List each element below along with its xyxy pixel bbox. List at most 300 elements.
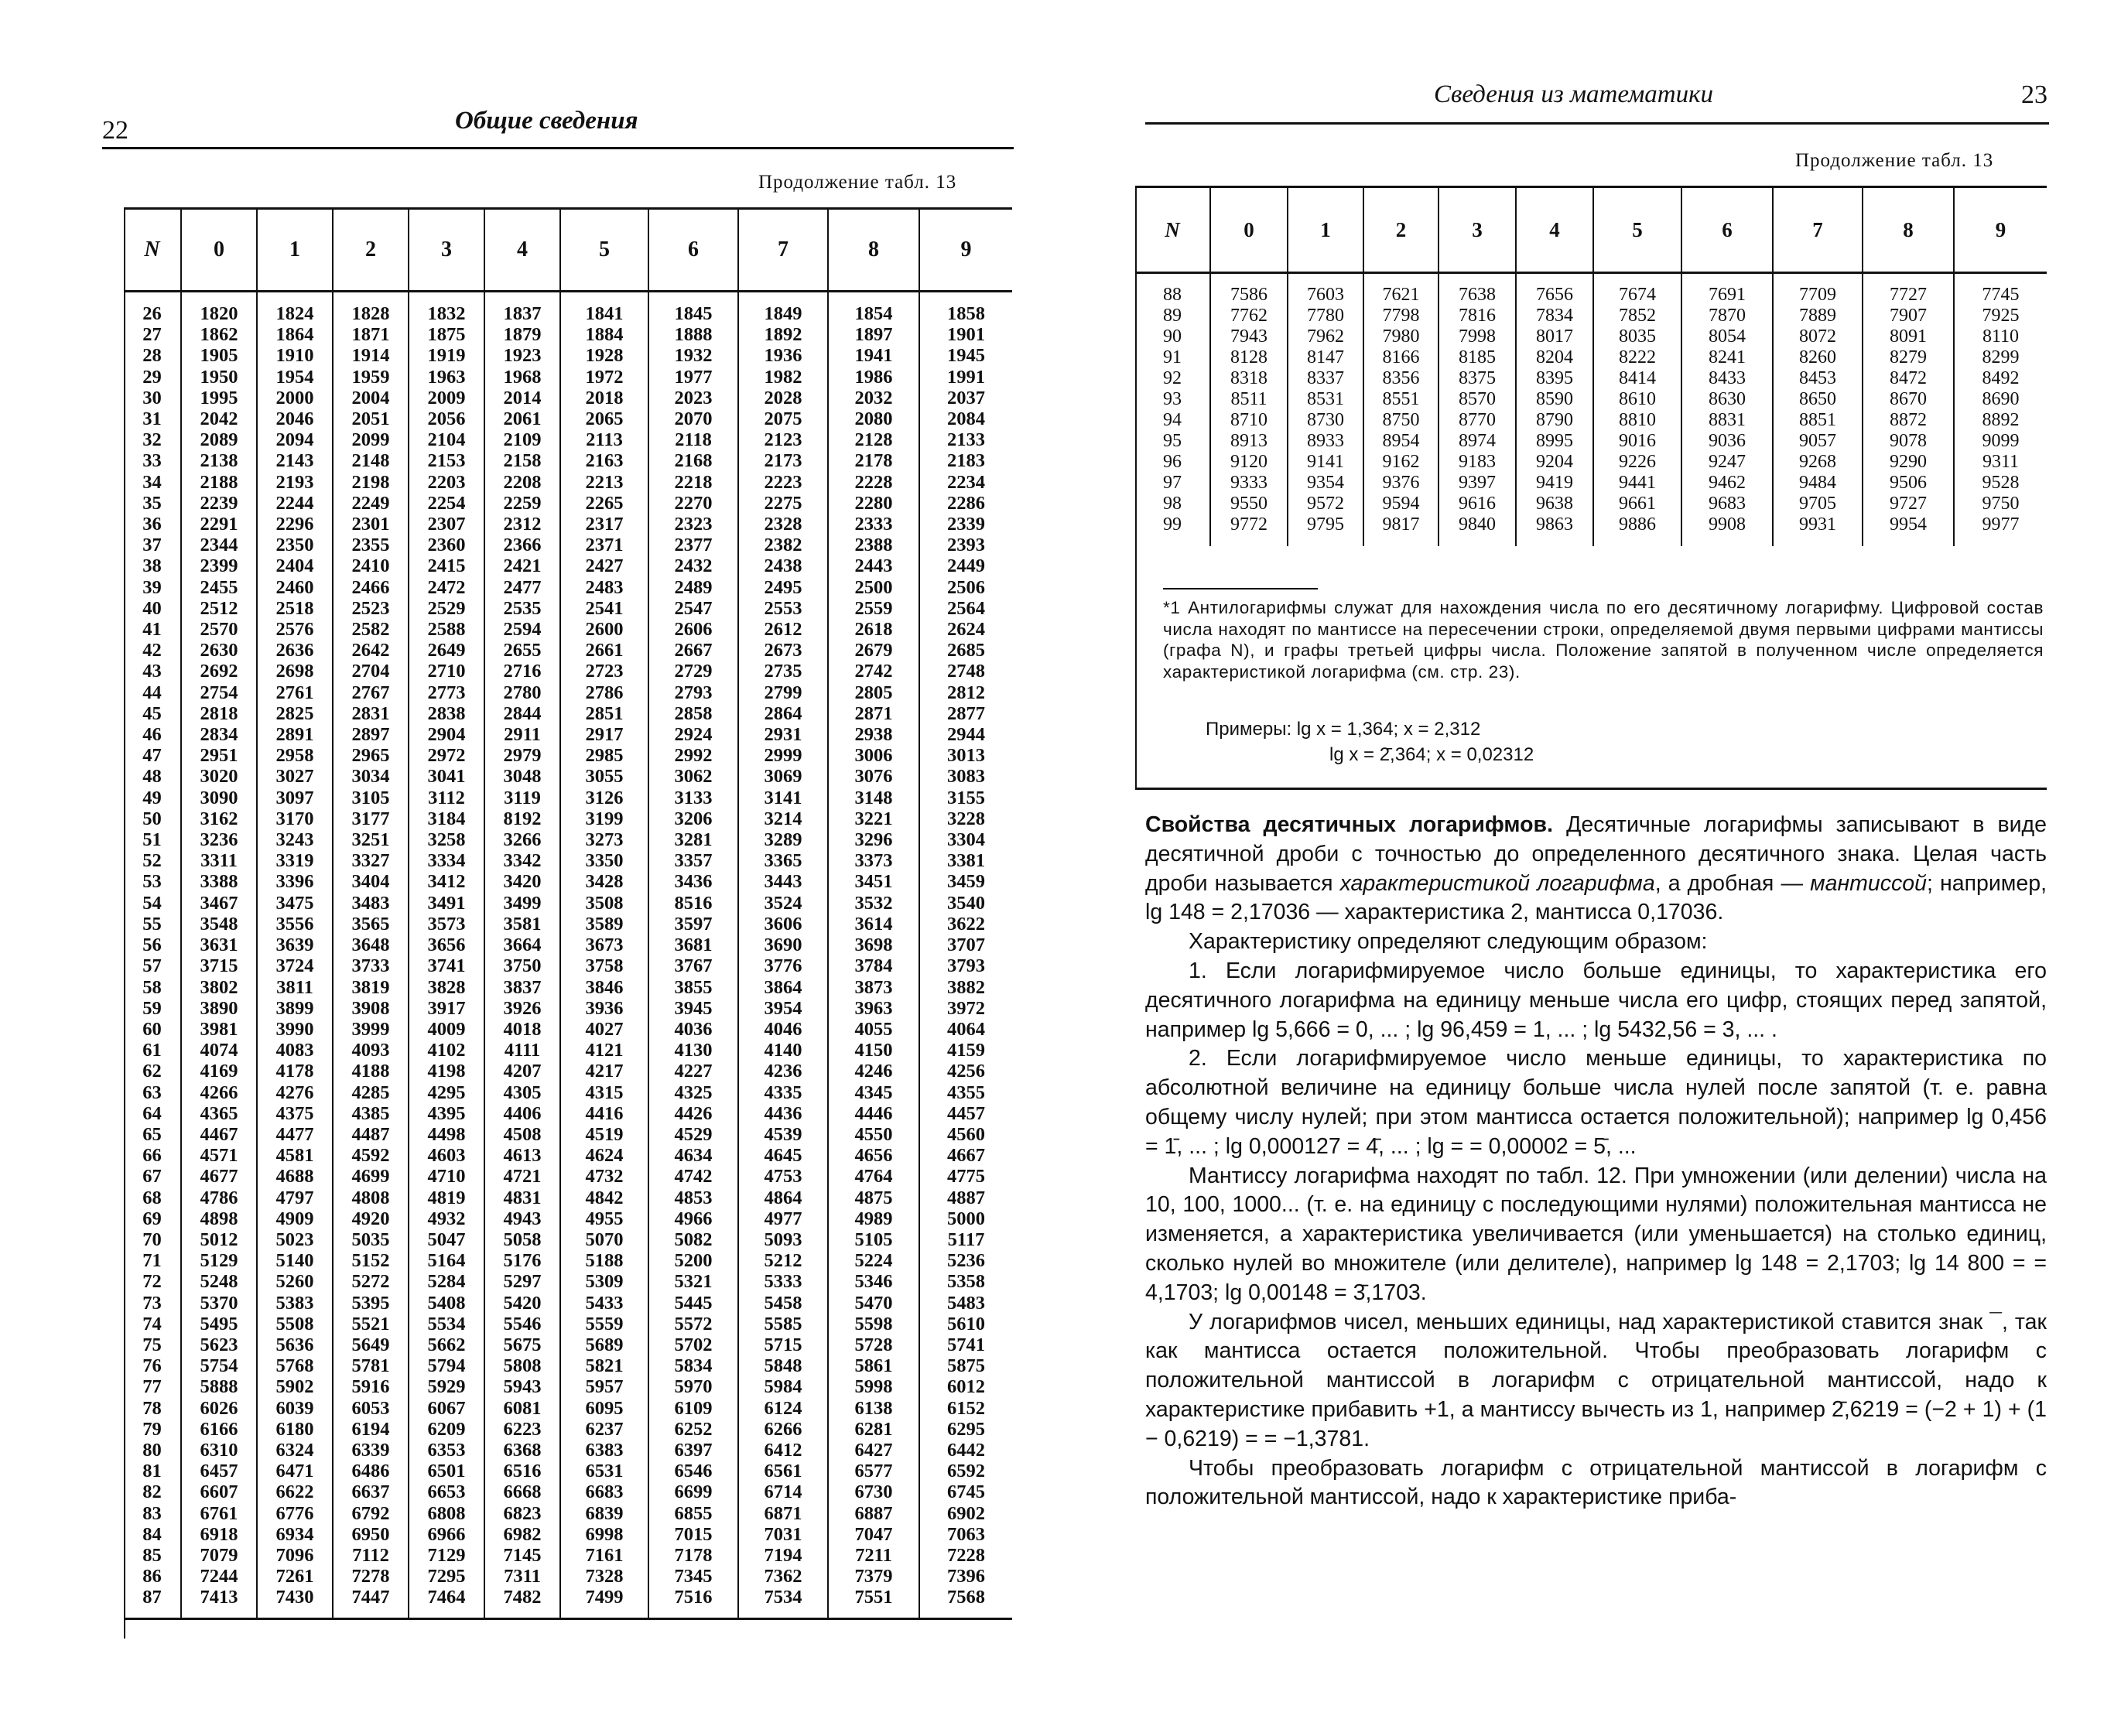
row-label-cell: 61	[142, 1040, 162, 1061]
value-cell: 2529	[409, 598, 484, 619]
table-row	[124, 1355, 1012, 1376]
value-cell: 9311	[1954, 452, 2047, 473]
value-cell: 2244	[257, 493, 333, 514]
value-cell: 7211	[828, 1545, 919, 1566]
value-cell: 3170	[257, 808, 333, 829]
value-cell: 2518	[257, 598, 333, 619]
value-cell: 3034	[333, 766, 409, 787]
table-row	[124, 745, 1012, 766]
value-cell: 3381	[919, 850, 1012, 871]
value-cell: 9954	[1863, 514, 1954, 546]
table-row	[124, 977, 1012, 998]
value-cell: 8810	[1593, 410, 1681, 431]
value-cell: 2999	[738, 745, 828, 766]
value-cell: 2307	[409, 514, 484, 535]
value-cell: 2972	[409, 745, 484, 766]
value-cell: 4074	[181, 1040, 257, 1061]
value-cell: 3141	[738, 788, 828, 808]
value-cell: 2911	[484, 724, 560, 745]
left-antilog-table	[124, 207, 1012, 1620]
value-cell: 2938	[828, 724, 919, 745]
value-cell: 2673	[738, 640, 828, 661]
value-cell: 2761	[257, 682, 333, 703]
table-row	[124, 1545, 1012, 1566]
value-cell: 4487	[333, 1124, 409, 1145]
value-cell: 7780	[1288, 306, 1363, 326]
value-cell: 2421	[484, 555, 560, 576]
value-cell: 1995	[181, 388, 257, 408]
value-cell: 3614	[828, 914, 919, 935]
value-cell: 3133	[648, 788, 738, 808]
value-cell: 8590	[1516, 389, 1593, 410]
value-cell: 5470	[828, 1293, 919, 1314]
value-cell: 3581	[484, 914, 560, 935]
value-cell: 2143	[257, 450, 333, 471]
paragraph-4: 2. Если логарифмируемое число меньше единицы, то характеристика по абсолютной величине на единицу больше числа нулей после запятой (т. е. равна общему числу нулей; при этом мантисса остается положительной); например lg 0,456 = 1̄, ... ; lg 0,000127 = 4̄, ... ; lg = = 0,00002 = 5̄, ...	[1145, 1046, 2047, 1159]
value-cell: 5140	[257, 1250, 333, 1271]
example-line-1: Примеры: lg x = 1,364; x = 2,312	[1206, 719, 1481, 740]
value-cell: 2992	[648, 745, 738, 766]
value-cell: 4227	[648, 1061, 738, 1082]
value-cell: 4276	[257, 1082, 333, 1103]
value-cell: 8892	[1954, 410, 2047, 431]
value-cell: 9078	[1863, 431, 1954, 452]
row-label-cell: 30	[142, 387, 162, 408]
row-label-cell: 72	[142, 1271, 162, 1293]
value-cell: 2985	[560, 745, 648, 766]
right-header-cell-4: 3	[1439, 187, 1516, 273]
value-cell: 4467	[181, 1124, 257, 1145]
value-cell: 6699	[648, 1481, 738, 1502]
row-label-cell: 49	[142, 787, 162, 808]
value-cell: 2541	[560, 598, 648, 619]
row-label-cell: 50	[142, 808, 162, 829]
value-cell: 2239	[181, 493, 257, 514]
value-cell: 5272	[333, 1271, 409, 1292]
value-cell: 2051	[333, 408, 409, 429]
value-cell: 2032	[828, 388, 919, 408]
value-cell: 4710	[409, 1166, 484, 1187]
table-row	[124, 1250, 1012, 1271]
value-cell: 3936	[560, 998, 648, 1019]
value-cell: 4920	[333, 1208, 409, 1229]
value-cell: 3350	[560, 850, 648, 871]
value-cell: 3707	[919, 935, 1012, 955]
value-cell: 6339	[333, 1440, 409, 1461]
right-header-cell-10: 9	[1954, 187, 2047, 273]
row-label-cell: 41	[142, 619, 162, 641]
value-cell: 5012	[181, 1229, 257, 1250]
paragraph-2: Характеристику определяют следующим образом:	[1189, 929, 1708, 955]
value-cell: 5495	[181, 1314, 257, 1334]
value-cell: 2455	[181, 577, 257, 598]
value-cell: 9162	[1363, 452, 1439, 473]
value-cell: 2944	[919, 724, 1012, 745]
value-cell: 7079	[181, 1545, 257, 1566]
value-cell: 8091	[1863, 326, 1954, 347]
value-cell: 2427	[560, 555, 648, 576]
row-label-cell: 85	[142, 1544, 162, 1566]
value-cell: 5321	[648, 1271, 738, 1292]
value-cell: 2104	[409, 429, 484, 450]
value-cell: 2317	[560, 514, 648, 535]
value-cell: 7656	[1516, 273, 1593, 306]
table-row	[124, 555, 1012, 576]
value-cell: 5358	[919, 1271, 1012, 1292]
table-row	[124, 661, 1012, 682]
left-head-rule	[102, 147, 1014, 149]
value-cell: 2891	[257, 724, 333, 745]
value-cell: 2382	[738, 535, 828, 555]
value-cell: 7798	[1363, 306, 1439, 326]
value-cell: 6808	[409, 1503, 484, 1524]
footnote-rule	[1163, 588, 1318, 589]
value-cell: 4592	[333, 1145, 409, 1166]
table-row	[124, 577, 1012, 598]
value-cell: 2559	[828, 598, 919, 619]
value-cell: 6368	[484, 1440, 560, 1461]
value-cell: 3532	[828, 893, 919, 914]
row-label-cell: 93	[1163, 389, 1182, 409]
value-cell: 3396	[257, 871, 333, 892]
value-cell: 1968	[484, 367, 560, 388]
value-cell: 6950	[333, 1524, 409, 1545]
value-cell: 4775	[919, 1166, 1012, 1187]
value-cell: 2834	[181, 724, 257, 745]
examples	[1206, 716, 1534, 767]
value-cell: 2748	[919, 661, 1012, 682]
value-cell: 5559	[560, 1314, 648, 1334]
value-cell: 4055	[828, 1019, 919, 1040]
value-cell: 8185	[1439, 347, 1516, 368]
value-cell: 4819	[409, 1188, 484, 1208]
row-label-cell: 89	[1163, 306, 1182, 326]
value-cell: 9036	[1681, 431, 1773, 452]
value-cell: 9594	[1363, 494, 1439, 514]
value-cell: 2636	[257, 640, 333, 661]
value-cell: 6918	[181, 1524, 257, 1545]
row-label-cell: 35	[142, 492, 162, 514]
left-header-cell-0: N	[124, 209, 181, 292]
row-label-cell: 67	[142, 1166, 162, 1188]
value-cell: 1888	[648, 324, 738, 345]
value-cell: 3690	[738, 935, 828, 955]
value-cell: 4613	[484, 1145, 560, 1166]
value-cell: 3006	[828, 745, 919, 766]
value-cell: 1936	[738, 345, 828, 366]
value-cell: 6902	[919, 1503, 1012, 1524]
value-cell: 4732	[560, 1166, 648, 1187]
table-row	[1135, 306, 2047, 326]
row-label-cell: 26	[142, 303, 162, 324]
value-cell: 2812	[919, 682, 1012, 703]
value-cell: 4426	[648, 1103, 738, 1124]
value-cell: 4853	[648, 1188, 738, 1208]
value-cell: 7638	[1439, 273, 1516, 306]
table-row	[124, 766, 1012, 787]
value-cell: 8790	[1516, 410, 1593, 431]
value-cell: 5821	[560, 1355, 648, 1376]
value-cell: 2576	[257, 619, 333, 640]
table-row	[124, 367, 1012, 388]
value-cell: 4395	[409, 1103, 484, 1124]
value-cell: 8337	[1288, 368, 1363, 389]
value-cell: 7194	[738, 1545, 828, 1566]
value-cell: 2203	[409, 472, 484, 493]
table-row	[124, 1398, 1012, 1419]
left-header-cell-7: 6	[648, 209, 738, 292]
row-label-cell: 99	[1163, 514, 1182, 535]
value-cell: 7962	[1288, 326, 1363, 347]
row-label-cell: 95	[1163, 431, 1182, 451]
table-row	[124, 619, 1012, 640]
value-cell: 6683	[560, 1481, 648, 1502]
value-cell: 9183	[1439, 452, 1516, 473]
value-cell: 3811	[257, 977, 333, 998]
value-cell: 6714	[738, 1481, 828, 1502]
value-cell: 7691	[1681, 273, 1773, 306]
value-cell: 3724	[257, 955, 333, 976]
value-cell: 5808	[484, 1355, 560, 1376]
row-label-cell: 76	[142, 1355, 162, 1377]
value-cell: 6223	[484, 1419, 560, 1440]
value-cell: 3020	[181, 766, 257, 787]
value-cell: 4121	[560, 1040, 648, 1061]
value-cell: 3802	[181, 977, 257, 998]
value-cell: 5781	[333, 1355, 409, 1376]
value-cell: 3221	[828, 808, 919, 829]
value-cell: 2838	[409, 703, 484, 724]
value-cell: 2582	[333, 619, 409, 640]
value-cell: 1919	[409, 345, 484, 366]
value-cell: 8630	[1681, 389, 1773, 410]
value-cell: 4335	[738, 1082, 828, 1103]
value-cell: 1864	[257, 324, 333, 345]
value-cell: 2360	[409, 535, 484, 555]
value-cell: 2570	[181, 619, 257, 640]
value-cell: 5023	[257, 1229, 333, 1250]
value-cell: 2113	[560, 429, 648, 450]
left-header-cell-1: 0	[181, 209, 257, 292]
right-header-cell-2: 1	[1288, 187, 1363, 273]
value-cell: 6516	[484, 1461, 560, 1481]
value-cell: 9931	[1773, 514, 1863, 546]
row-label-cell: 91	[1163, 347, 1182, 367]
value-cell: 6998	[560, 1524, 648, 1545]
row-label-cell: 71	[142, 1250, 162, 1272]
value-cell: 4932	[409, 1208, 484, 1229]
row-label-cell: 58	[142, 976, 162, 998]
value-cell: 3972	[919, 998, 1012, 1019]
table-row	[124, 1145, 1012, 1166]
left-page	[0, 0, 1060, 1736]
value-cell: 4634	[648, 1145, 738, 1166]
value-cell: 7834	[1516, 306, 1593, 326]
table-row	[124, 893, 1012, 914]
value-cell: 7586	[1210, 273, 1288, 306]
value-cell: 5105	[828, 1229, 919, 1250]
table-row	[124, 1061, 1012, 1082]
value-cell: 7178	[648, 1545, 738, 1566]
value-cell: 2851	[560, 703, 648, 724]
table-row	[124, 1208, 1012, 1229]
value-cell: 7816	[1439, 306, 1516, 326]
value-cell: 2388	[828, 535, 919, 555]
value-cell: 5649	[333, 1334, 409, 1355]
p1-part-b: , а дробная —	[1654, 870, 1811, 896]
value-cell: 2871	[828, 703, 919, 724]
value-cell: 2404	[257, 555, 333, 576]
left-header-cell-8: 7	[738, 209, 828, 292]
row-label-cell: 34	[142, 471, 162, 493]
value-cell: 6109	[648, 1398, 738, 1419]
value-cell: 2410	[333, 555, 409, 576]
value-cell: 3273	[560, 829, 648, 850]
value-cell: 4150	[828, 1040, 919, 1061]
table-row	[124, 998, 1012, 1019]
value-cell: 4178	[257, 1061, 333, 1082]
value-cell: 1901	[919, 324, 1012, 345]
value-cell: 2864	[738, 703, 828, 724]
value-cell: 5408	[409, 1293, 484, 1314]
value-cell: 1862	[181, 324, 257, 345]
value-cell: 4198	[409, 1061, 484, 1082]
paragraph-6: У логарифмов чисел, меньших единицы, над характеристикой ставится знак ¯, так как мантисса остается положительной. Чтобы преобразовать логарифм с положительной мантиссой в логарифм с отрицательной мантиссой, надо к характеристике прибавить +1, а мантиссу вычесть из 1, например 2̄,6219 = (−2 + 1) + (1 − 0,6219) = = −1,3781.	[1145, 1309, 2047, 1451]
row-label-cell: 96	[1163, 452, 1182, 472]
row-label-cell: 59	[142, 997, 162, 1019]
table-row	[1135, 473, 2047, 494]
value-cell: 9441	[1593, 473, 1681, 494]
value-cell: 5383	[257, 1293, 333, 1314]
right-box-bottom-rule	[1135, 788, 2047, 790]
value-cell: 2265	[560, 493, 648, 514]
row-label-cell: 66	[142, 1145, 162, 1167]
value-cell: 6653	[409, 1481, 484, 1502]
value-cell: 2259	[484, 493, 560, 514]
value-cell: 3631	[181, 935, 257, 955]
value-cell: 1963	[409, 367, 484, 388]
value-cell: 1950	[181, 367, 257, 388]
value-cell: 2495	[738, 577, 828, 598]
value-cell: 4808	[333, 1188, 409, 1208]
value-cell: 4140	[738, 1040, 828, 1061]
value-cell: 1841	[560, 292, 648, 325]
table-row	[124, 1376, 1012, 1397]
value-cell: 3199	[560, 808, 648, 829]
value-cell: 2799	[738, 682, 828, 703]
value-cell: 1820	[181, 292, 257, 325]
value-cell: 1879	[484, 324, 560, 345]
value-cell: 4519	[560, 1124, 648, 1145]
value-cell: 6887	[828, 1503, 919, 1524]
value-cell: 5741	[919, 1334, 1012, 1355]
value-cell: 7311	[484, 1566, 560, 1587]
value-cell: 2286	[919, 493, 1012, 514]
row-label-cell: 55	[142, 913, 162, 935]
value-cell: 4027	[560, 1019, 648, 1040]
value-cell: 6501	[409, 1461, 484, 1481]
value-cell: 5420	[484, 1293, 560, 1314]
value-cell: 6546	[648, 1461, 738, 1481]
value-cell: 8110	[1954, 326, 2047, 347]
value-cell: 3846	[560, 977, 648, 998]
row-label-cell: 69	[142, 1208, 162, 1229]
value-cell: 6730	[828, 1481, 919, 1502]
value-cell: 2234	[919, 472, 1012, 493]
row-label-cell: 78	[142, 1397, 162, 1419]
value-cell: 3597	[648, 914, 738, 935]
value-cell: 2512	[181, 598, 257, 619]
value-cell: 2037	[919, 388, 1012, 408]
row-label-cell: 75	[142, 1334, 162, 1355]
value-cell: 2547	[648, 598, 738, 619]
table-row	[124, 1419, 1012, 1440]
value-cell: 4266	[181, 1082, 257, 1103]
value-cell: 3443	[738, 871, 828, 892]
value-cell: 5176	[484, 1250, 560, 1271]
value-cell: 7998	[1439, 326, 1516, 347]
value-cell: 4295	[409, 1082, 484, 1103]
value-cell: 8472	[1863, 368, 1954, 389]
table-row	[124, 1040, 1012, 1061]
row-label-cell: 77	[142, 1376, 162, 1398]
value-cell: 8551	[1363, 389, 1439, 410]
value-cell: 2183	[919, 450, 1012, 471]
row-label-cell: 87	[124, 1587, 181, 1618]
right-table-body	[1135, 273, 2047, 547]
value-cell: 2466	[333, 577, 409, 598]
p1-part-a: Десятичные логарифмы записывают в виде десятичной дроби с точностью до определенного десятичного знака. Целая часть дроби называется	[1145, 812, 2047, 896]
value-cell: 6823	[484, 1503, 560, 1524]
value-cell: 6209	[409, 1419, 484, 1440]
value-cell: 7261	[257, 1566, 333, 1587]
value-cell: 5702	[648, 1334, 738, 1355]
value-cell: 2877	[919, 703, 1012, 724]
value-cell: 4656	[828, 1145, 919, 1166]
value-cell: 3214	[738, 808, 828, 829]
row-label-cell: 38	[142, 555, 162, 577]
value-cell: 2275	[738, 493, 828, 514]
value-cell: 7096	[257, 1545, 333, 1566]
left-table-body	[124, 292, 1012, 1619]
value-cell: 7870	[1681, 306, 1773, 326]
value-cell: 5458	[738, 1293, 828, 1314]
value-cell: 2065	[560, 408, 648, 429]
right-antilog-table	[1135, 186, 2047, 546]
value-cell: 4764	[828, 1166, 919, 1187]
value-cell: 3758	[560, 955, 648, 976]
value-cell: 4645	[738, 1145, 828, 1166]
value-cell: 6745	[919, 1481, 1012, 1502]
table-row	[124, 1503, 1012, 1524]
value-cell: 2692	[181, 661, 257, 682]
value-cell: 8831	[1681, 410, 1773, 431]
value-cell: 5834	[648, 1355, 738, 1376]
value-cell: 4753	[738, 1166, 828, 1187]
value-cell: 3499	[484, 893, 560, 914]
table-row	[1135, 452, 2047, 473]
value-cell: 1928	[560, 345, 648, 366]
table-row	[124, 345, 1012, 366]
value-cell: 2223	[738, 472, 828, 493]
value-cell: 3556	[257, 914, 333, 935]
value-cell: 5236	[919, 1250, 1012, 1271]
value-cell: 3715	[181, 955, 257, 976]
value-cell: 1845	[648, 292, 738, 325]
value-cell: 2328	[738, 514, 828, 535]
value-cell: 4688	[257, 1166, 333, 1187]
value-cell: 1824	[257, 292, 333, 325]
